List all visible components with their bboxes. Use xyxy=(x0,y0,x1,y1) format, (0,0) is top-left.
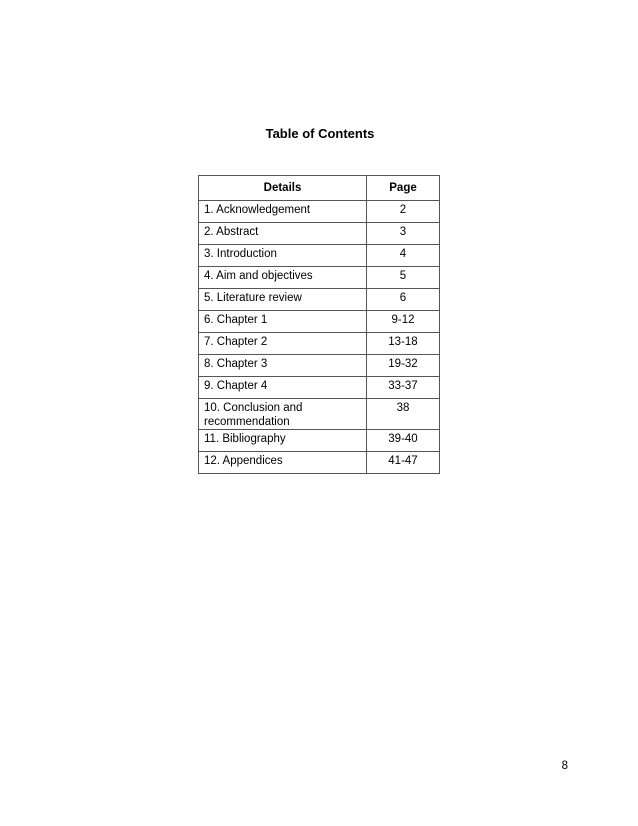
toc-entry-details: 2. Abstract xyxy=(199,223,367,245)
toc-entry-page: 3 xyxy=(367,223,440,245)
toc-entry-details: 12. Appendices xyxy=(199,452,367,474)
toc-entry-page: 2 xyxy=(367,201,440,223)
toc-entry-page: 39-40 xyxy=(367,430,440,452)
toc-entry-page: 41-47 xyxy=(367,452,440,474)
toc-entry-page: 5 xyxy=(367,267,440,289)
toc-entry-page: 9-12 xyxy=(367,311,440,333)
toc-entry-page: 6 xyxy=(367,289,440,311)
details-column-header: Details xyxy=(199,176,367,201)
toc-entry-details: 7. Chapter 2 xyxy=(199,333,367,355)
toc-entry-page: 33-37 xyxy=(367,377,440,399)
toc-entry-details: 3. Introduction xyxy=(199,245,367,267)
toc-table xyxy=(198,175,440,474)
toc-entry-page: 38 xyxy=(367,399,440,430)
table-row xyxy=(199,289,440,311)
toc-entry-details: 1. Acknowledgement xyxy=(199,201,367,223)
table-row xyxy=(199,452,440,474)
table-row xyxy=(199,311,440,333)
table-row xyxy=(199,355,440,377)
page-number: 8 xyxy=(561,760,568,772)
toc-title: Table of Contents xyxy=(265,126,375,141)
toc-entry-details: 10. Conclusion and recommendation xyxy=(199,399,367,430)
table-row xyxy=(199,333,440,355)
table-row xyxy=(199,430,440,452)
table-row xyxy=(199,377,440,399)
toc-entry-details: 8. Chapter 3 xyxy=(199,355,367,377)
table-row xyxy=(199,223,440,245)
toc-entry-details: 9. Chapter 4 xyxy=(199,377,367,399)
toc-entry-details: 6. Chapter 1 xyxy=(199,311,367,333)
toc-entry-details: 5. Literature review xyxy=(199,289,367,311)
toc-entry-page: 4 xyxy=(367,245,440,267)
table-row xyxy=(199,267,440,289)
page-column-header: Page xyxy=(367,176,440,201)
table-row xyxy=(199,245,440,267)
toc-entry-page: 13-18 xyxy=(367,333,440,355)
table-row xyxy=(199,201,440,223)
table-row xyxy=(199,399,440,430)
toc-entry-page: 19-32 xyxy=(367,355,440,377)
toc-header-row xyxy=(199,176,440,201)
toc-entry-details: 4. Aim and objectives xyxy=(199,267,367,289)
toc-entry-details: 11. Bibliography xyxy=(199,430,367,452)
